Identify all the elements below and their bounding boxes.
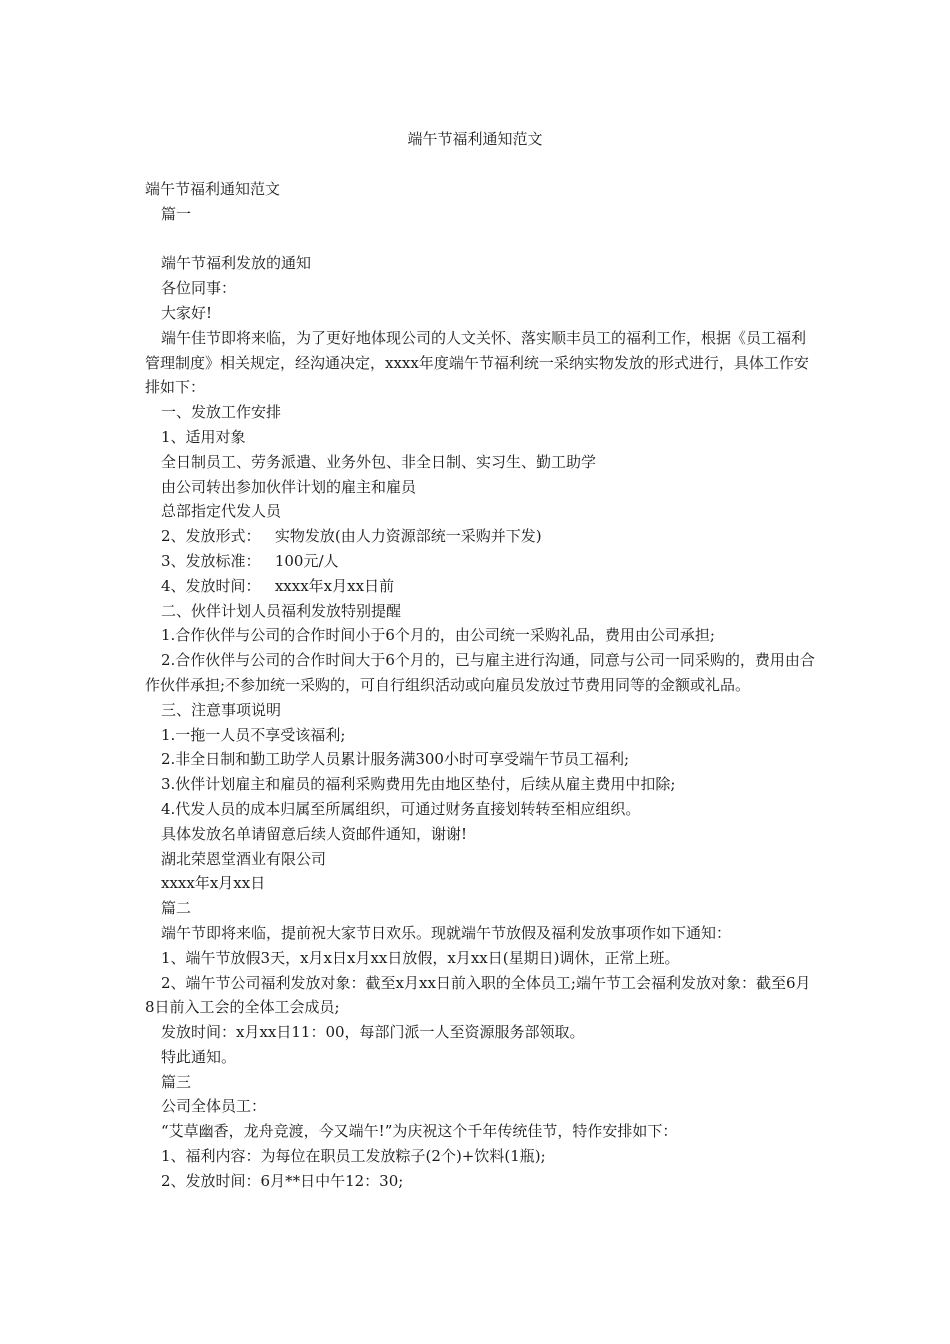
paragraph: 1、端午节放假3天，x月x日x月xx日放假，x月xx日(星期日)调休，正常上班。 <box>161 948 680 967</box>
paragraph: 2.合作伙伴与公司的合作时间大于6个月的，已与雇主进行沟通，同意与公司一同采购的，费用由合作伙伴承担;不参加统一采购的，可自行组织活动或向雇员发放过节费用同等的金额或礼品。 <box>145 651 815 694</box>
paragraph: 端午佳节即将来临，为了更好地体现公司的人文关怀、落实顺丰员工的福利工作，根据《员工福利管理制度》相关规定，经沟通决定，xxxx年度端午节福利统一采纳实物发放的形式进行，具体工作安排如下： <box>145 328 809 397</box>
paragraph: 篇三 <box>161 1072 192 1091</box>
paragraph: 2、发放时间：6月**日中午12：30; <box>161 1171 404 1190</box>
paragraph: 端午节即将来临，提前祝大家节日欢乐。现就端午节放假及福利发放事项作如下通知： <box>161 923 732 942</box>
paragraph: 公司全体员工： <box>161 1097 267 1116</box>
paragraph: 篇二 <box>161 899 192 918</box>
paragraph: 端午节福利通知范文 <box>145 180 281 198</box>
paragraph: 1.合作伙伴与公司的合作时间小于6个月的，由公司统一采购礼品，费用由公司承担; <box>161 626 715 645</box>
paragraph: 2、发放形式： 实物发放(由人力资源部统一采购并下发) <box>161 527 542 546</box>
paragraph: 由公司转出参加伙伴计划的雇主和雇员 <box>161 477 417 496</box>
paragraph: 2.非全日制和勤工助学人员累计服务满300小时可享受端午节员工福利; <box>161 750 629 769</box>
paragraph: 3、发放标准： 100元/人 <box>161 551 339 570</box>
document-title: 端午节福利通知范文 <box>407 130 543 148</box>
paragraph: 1.一拖一人员不享受该福利; <box>161 725 346 744</box>
paragraph: 二、伙伴计划人员福利发放特别提醒 <box>161 601 402 620</box>
paragraph: 三、注意事项说明 <box>161 700 282 719</box>
paragraph: xxxx年x月xx日 <box>161 874 266 893</box>
blank-line <box>145 227 815 252</box>
paragraph: 总部指定代发人员 <box>161 502 282 521</box>
paragraph: 2、端午节公司福利发放对象：截至x月xx日前入职的全体员工;端午节工会福利发放对象：截至6月8日前入工会的全体工会成员; <box>145 973 811 1017</box>
paragraph: 全日制员工、劳务派遣、业务外包、非全日制、实习生、勤工助学 <box>161 452 597 471</box>
paragraph: 大家好! <box>161 303 213 322</box>
paragraph: 4.代发人员的成本归属至所属组织，可通过财务直接划转转至相应组织。 <box>161 799 641 818</box>
paragraph: 各位同事： <box>161 279 237 298</box>
paragraph: “艾草幽香，龙舟竞渡，今又端午!”为庆祝这个千年传统佳节，特作安排如下： <box>161 1122 678 1141</box>
paragraph: 4、发放时间： xxxx年x月xx日前 <box>161 576 395 595</box>
paragraph: 3.伙伴计划雇主和雇员的福利采购费用先由地区垫付，后续从雇主费用中扣除; <box>161 775 676 794</box>
paragraph: 一、发放工作安排 <box>161 403 282 422</box>
paragraph: 发放时间：x月xx日11：00，每部门派一人至资源服务部领取。 <box>161 1023 585 1042</box>
document-body <box>145 177 815 1194</box>
paragraph: 具体发放名单请留意后续人资邮件通知，谢谢! <box>161 824 468 843</box>
paragraph: 1、适用对象 <box>161 427 246 446</box>
paragraph: 端午节福利发放的通知 <box>161 254 312 273</box>
paragraph: 1、福利内容：为每位在职员工发放粽子(2个)+饮料(1瓶); <box>161 1147 546 1166</box>
paragraph: 湖北荣恩堂酒业有限公司 <box>161 849 327 868</box>
paragraph: 篇一 <box>161 204 192 223</box>
paragraph: 特此通知。 <box>161 1047 237 1066</box>
